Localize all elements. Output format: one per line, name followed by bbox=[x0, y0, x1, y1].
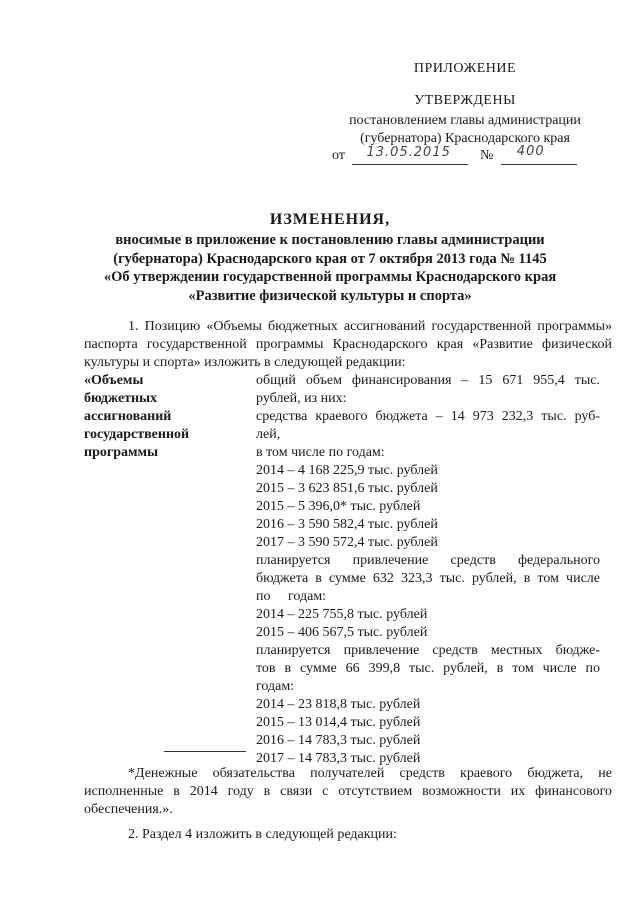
position-label-line: бюджетных bbox=[84, 391, 158, 406]
number-prefix: № bbox=[479, 148, 494, 163]
position-label-line: «Объемы bbox=[84, 373, 144, 388]
footnote: *Денежные обязательства получателей средств краевого бюджета, не исполненные в 2014 году в связи с отсутствием возможности их финансового обеспечения.». bbox=[84, 766, 612, 817]
funding-line: бюджета в сумме 632 323,3 тыс. рублей, в том числе bbox=[256, 571, 600, 586]
approved-by-line1: постановлением главы администрации bbox=[349, 113, 581, 128]
funding-line: годам: bbox=[256, 679, 295, 694]
appendix-title: ПРИЛОЖЕНИЕ bbox=[413, 61, 517, 76]
heading-line-1: вносимые в приложение к постановлению главы администрации bbox=[115, 232, 545, 248]
position-label-line: государственной bbox=[84, 427, 190, 442]
funding-line: 2015 – 406 567,5 тыс. рублей bbox=[256, 625, 428, 640]
funding-line: 2017 – 14 783,3 тыс. рублей bbox=[256, 751, 421, 766]
heading-line-3: «Об утверждении государственной программы Краснодарского края bbox=[103, 269, 557, 285]
heading-line-2: (губернатора) Краснодарского края от 7 октября 2013 года № 1145 bbox=[113, 251, 547, 267]
funding-line: планируется привлечение средств федерального bbox=[256, 553, 600, 568]
decree-date-number bbox=[332, 144, 577, 165]
funding-line: 2015 – 13 014,4 тыс. рублей bbox=[256, 715, 421, 730]
funding-line: 2016 – 3 590 582,4 тыс. рублей bbox=[256, 517, 438, 532]
footnote-divider bbox=[164, 751, 246, 752]
funding-line: в том числе по годам: bbox=[256, 445, 385, 460]
date-field bbox=[352, 147, 468, 165]
funding-line: тов в сумме 66 399,8 тыс. рублей, в том числе по bbox=[256, 661, 600, 676]
funding-line: по годам: bbox=[256, 589, 327, 604]
funding-line: 2014 – 225 755,8 тыс. рублей bbox=[256, 607, 428, 622]
funding-line: рублей, из них: bbox=[256, 391, 347, 406]
changes-title: ИЗМЕНЕНИЯ, bbox=[269, 211, 391, 228]
funding-line: 2015 – 5 396,0* тыс. рублей bbox=[256, 499, 421, 514]
position-label-line: ассигнований bbox=[84, 409, 172, 424]
paragraph-1: 1. Позицию «Объемы бюджетных ассигнований государственной программы» паспорта государственной программы Краснодарского края «Развитие физической культуры и спорта» изложить в следующей редакции: bbox=[84, 319, 612, 370]
funding-line: планируется привлечение средств местных бюдже- bbox=[256, 643, 600, 658]
number-handwritten: 400 bbox=[516, 144, 545, 159]
approved-by-line2: (губернатора) Краснодарского края bbox=[360, 131, 570, 146]
funding-line: 2014 – 4 168 225,9 тыс. рублей bbox=[256, 463, 438, 478]
funding-line: общий объем финансирования – 15 671 955,4 тыс. bbox=[256, 373, 600, 388]
funding-line: средства краевого бюджета – 14 973 232,3 тыс. руб- bbox=[256, 409, 600, 424]
funding-line: 2016 – 14 783,3 тыс. рублей bbox=[256, 733, 421, 748]
position-label-line: программы bbox=[84, 445, 158, 460]
position-label bbox=[84, 372, 244, 462]
funding-line: 2014 – 23 818,8 тыс. рублей bbox=[256, 697, 421, 712]
funding-details bbox=[256, 372, 600, 768]
date-prefix: от bbox=[332, 148, 345, 163]
funding-line: 2015 – 3 623 851,6 тыс. рублей bbox=[256, 481, 438, 496]
number-field bbox=[501, 144, 577, 165]
paragraph-2: 2. Раздел 4 изложить в следующей редакции: bbox=[128, 827, 397, 842]
date-handwritten: 13.05.2015 bbox=[366, 145, 451, 160]
funding-line: лей, bbox=[256, 427, 281, 442]
heading-line-4: «Развитие физической культуры и спорта» bbox=[188, 288, 472, 304]
funding-line: 2017 – 3 590 572,4 тыс. рублей bbox=[256, 535, 438, 550]
approved-label: УТВЕРЖДЕНЫ bbox=[414, 93, 516, 108]
